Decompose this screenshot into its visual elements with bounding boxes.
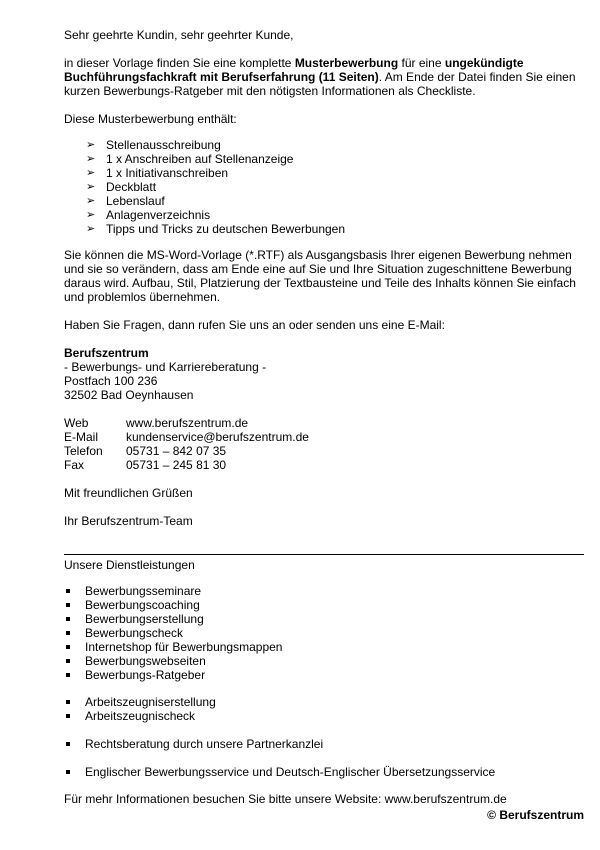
usage-line: Sie können die MS-Word-Vorlage (*.RTF) als Ausgangsbasis Ihrer eigenen Bewerbung nehmen <box>64 248 572 262</box>
list-item: ➢ Lebenslauf <box>86 194 165 208</box>
square-bullet-icon <box>66 673 70 677</box>
company-name: Berufszentrum <box>64 346 149 360</box>
list-item: ➢ 1 x Anschreiben auf Stellenanzeige <box>86 152 294 166</box>
square-bullet-icon <box>66 631 70 635</box>
list-item: Arbeitszeugniserstellung <box>64 695 216 709</box>
square-bullet-icon <box>66 770 70 774</box>
arrow-bullet-icon: ➢ <box>86 153 96 165</box>
questions-text: Haben Sie Fragen, dann rufen Sie uns an oder senden uns eine E-Mail: <box>64 318 445 332</box>
list-item: ➢ Stellenausschreibung <box>86 138 221 152</box>
services-list-2 <box>64 695 216 723</box>
services-list-1 <box>64 584 282 682</box>
services-heading: Unsere Dienstleistungen <box>64 558 195 572</box>
contact-label: Telefon <box>64 444 103 458</box>
usage-paragraph <box>64 248 584 304</box>
intro-text-3: . Am Ende der Datei finden Sie einen <box>378 70 576 84</box>
square-bullet-icon <box>66 700 70 704</box>
copyright: © Berufszentrum <box>487 808 584 822</box>
more-info: Für mehr Informationen besuchen Sie bitte unsere Website: www.berufszentrum.de <box>64 792 507 806</box>
intro-text-1: in dieser Vorlage finden Sie eine komplette <box>64 56 295 70</box>
arrow-bullet-icon: ➢ <box>86 195 96 207</box>
list-item: Rechtsberatung durch unsere Partnerkanzlei <box>64 737 323 751</box>
contact-row-web <box>64 416 309 430</box>
list-item: ➢ Anlagenverzeichnis <box>86 208 211 222</box>
list-item: ➢ 1 x Initiativanschreiben <box>86 166 229 180</box>
intro-line-3: kurzen Bewerbungs-Ratgeber mit den nötigsten Informationen als Checkliste. <box>64 84 476 98</box>
list-item: Bewerbungswebseiten <box>64 654 282 668</box>
contact-label: Fax <box>64 458 85 472</box>
intro-line-1 <box>64 56 584 70</box>
signature: Ihr Berufszentrum-Team <box>64 514 193 528</box>
website-link[interactable]: www.berufszentrum.de <box>126 416 249 430</box>
list-item: ➢ Deckblatt <box>86 180 157 194</box>
services-list-3 <box>64 737 323 751</box>
salutation: Sehr geehrte Kundin, sehr geehrter Kunde, <box>64 28 294 42</box>
list-item: Arbeitszeugnischeck <box>64 709 216 723</box>
square-bullet-icon <box>66 617 70 621</box>
list-item: Bewerbungsseminare <box>64 584 282 598</box>
contact-label: Web <box>64 416 89 430</box>
arrow-bullet-icon: ➢ <box>86 223 96 235</box>
square-bullet-icon <box>66 589 70 593</box>
contact-table <box>64 416 309 472</box>
closing: Mit freundlichen Grüßen <box>64 486 193 500</box>
divider-line <box>64 554 584 555</box>
contains-list <box>64 138 345 236</box>
company-tagline: - Bewerbungs- und Karriereberatung - <box>64 360 267 374</box>
arrow-bullet-icon: ➢ <box>86 167 96 179</box>
list-item: Bewerbungscheck <box>64 626 282 640</box>
square-bullet-icon <box>66 714 70 718</box>
intro-paragraph <box>64 56 584 98</box>
address-city: 32502 Bad Oeynhausen <box>64 388 194 402</box>
contact-row-fax <box>64 458 309 472</box>
square-bullet-icon <box>66 603 70 607</box>
square-bullet-icon <box>66 645 70 649</box>
list-item: Englischer Bewerbungsservice und Deutsch-Englischer Übersetzungsservice <box>64 765 495 779</box>
fax-value: 05731 – 245 81 30 <box>126 458 227 472</box>
contact-row-email <box>64 430 309 444</box>
contact-label: E-Mail <box>64 430 99 444</box>
list-item: ➢ Tipps und Tricks zu deutschen Bewerbungen <box>86 222 346 236</box>
intro-bold-3: Buchführungsfachkraft mit Berufserfahrung (11 Seiten) <box>64 70 379 84</box>
square-bullet-icon <box>66 742 70 746</box>
intro-bold-2: ungekündigte <box>444 56 524 70</box>
arrow-bullet-icon: ➢ <box>86 181 96 193</box>
contains-heading: Diese Musterbewerbung enthält: <box>64 112 237 126</box>
square-bullet-icon <box>66 659 70 663</box>
email-link[interactable]: kundenservice@berufszentrum.de <box>126 430 309 444</box>
phone-value: 05731 – 842 07 35 <box>126 444 227 458</box>
list-item: Bewerbungscoaching <box>64 598 282 612</box>
arrow-bullet-icon: ➢ <box>86 209 96 221</box>
intro-text-2: für eine <box>398 56 445 70</box>
contact-row-phone <box>64 444 309 458</box>
arrow-bullet-icon: ➢ <box>86 139 96 151</box>
intro-line-2 <box>64 70 584 84</box>
usage-line: daraus wird. Aufbau, Stil, Platzierung der Textbausteine und Teile des Inhalts können Sie einfach <box>64 276 576 290</box>
usage-line: und sie so verändern, dass am Ende eine auf Sie und Ihre Situation zugeschnittene Bewerbung <box>64 262 572 276</box>
usage-line: und problemlos übernehmen. <box>64 290 221 304</box>
list-item: Bewerbungs-Ratgeber <box>64 668 282 682</box>
address-block <box>64 346 584 402</box>
intro-bold-1: Musterbewerbung <box>294 56 399 70</box>
services-list-4 <box>64 765 495 779</box>
list-item: Internetshop für Bewerbungsmappen <box>64 640 282 654</box>
list-item: Bewerbungserstellung <box>64 612 282 626</box>
address-street: Postfach 100 236 <box>64 374 158 388</box>
